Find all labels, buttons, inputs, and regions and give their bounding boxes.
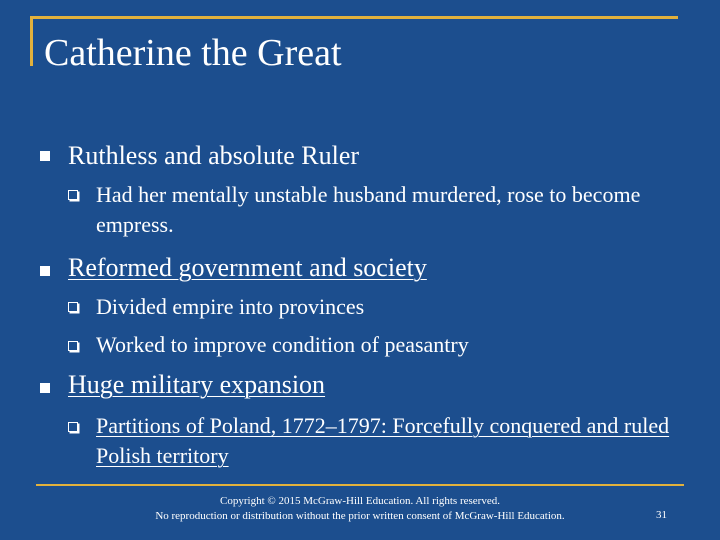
page-number: 31: [656, 509, 667, 521]
subbullet-peasantry: Worked to improve condition of peasantry: [96, 332, 469, 357]
title-frame-top-rule: [30, 16, 678, 19]
checkbox-bullet-icon: [68, 302, 78, 312]
checkbox-bullet-icon: [68, 422, 78, 432]
checkbox-bullet-icon: [68, 341, 78, 351]
bullet-ruthless-ruler: Ruthless and absolute Ruler: [68, 141, 360, 170]
bullet-military-expansion: Huge military expansion: [68, 370, 326, 399]
checkbox-bullet-icon: [68, 190, 78, 200]
copyright-footer: [90, 494, 630, 524]
consent-line: No reproduction or distribution without the prior written consent of McGraw-Hill Education.: [155, 510, 565, 522]
square-bullet-icon: [40, 383, 50, 393]
footer-rule: [36, 484, 684, 486]
slide-title: Catherine the Great: [44, 32, 342, 74]
copyright-line: Copyright © 2015 McGraw-Hill Education. All rights reserved.: [220, 495, 500, 507]
subbullet-divided-provinces: Divided empire into provinces: [96, 294, 365, 319]
bullet-reformed-government: Reformed government and society: [68, 253, 427, 282]
square-bullet-icon: [40, 151, 50, 161]
subbullet-husband-murdered: Had her mentally unstable husband murdered, rose to become empress.: [96, 182, 641, 237]
square-bullet-icon: [40, 266, 50, 276]
subbullet-partitions-of-poland: Partitions of Poland, 1772–1797: Forcefully conquered and ruled Polish territory: [96, 413, 670, 468]
title-frame-left-rule: [30, 16, 33, 66]
